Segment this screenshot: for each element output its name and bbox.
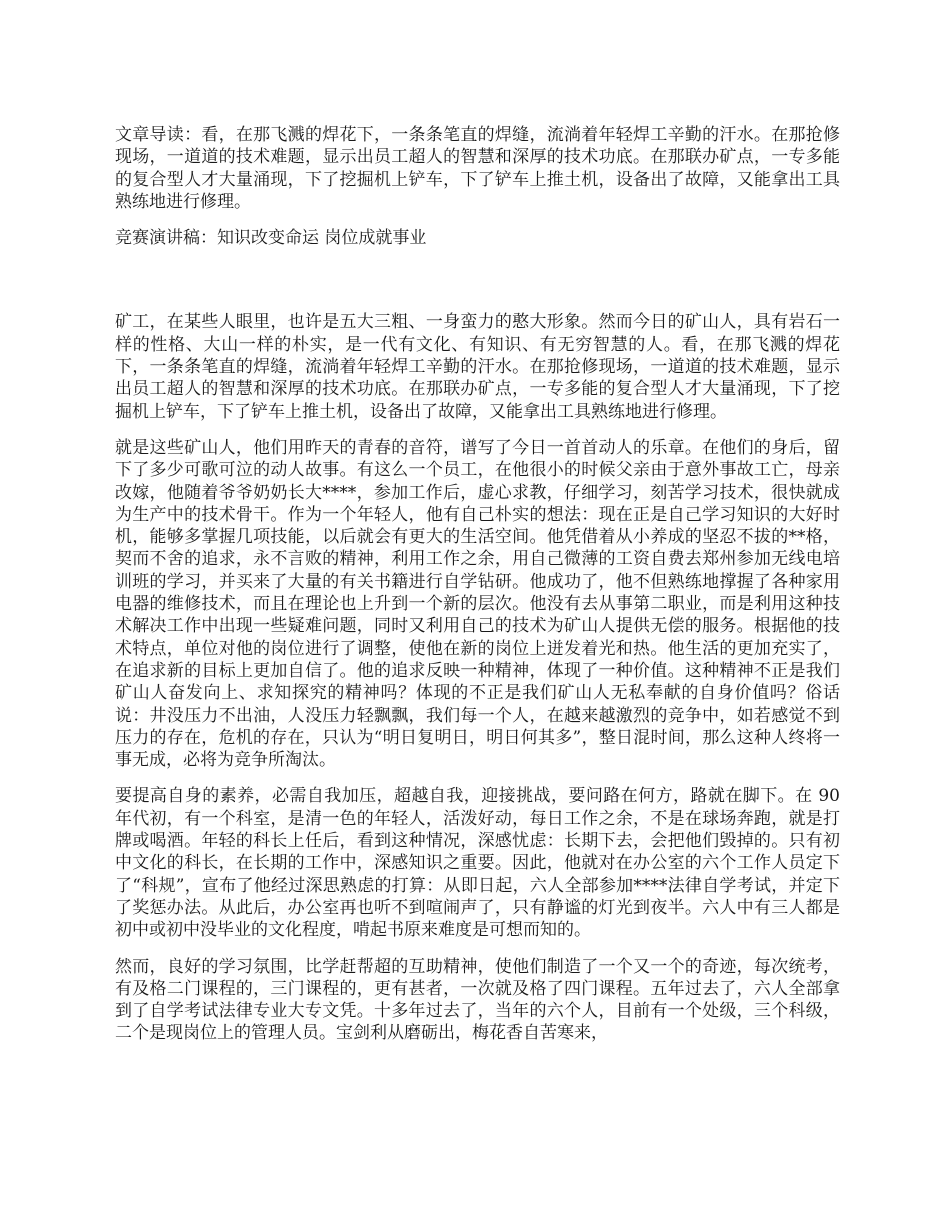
body-paragraph: 矿工，在某些人眼里，也许是五大三粗、一身蛮力的憨大形象。然而今日的矿山人，具有岩石一样的性格、大山一样的朴实，是一代有文化、有知识、有无穷智慧的人。看，在那飞溅的焊花下，一条条笔直的焊缝，流淌着年轻焊工辛勤的汗水。在那抢修现场，一道道的技术难题，显示出员工超人的智慧和深厚的技术功底。在那联办矿点，一专多能的复合型人才大量涌现，下了挖掘机上铲车，下了铲车上推土机，设备出了故障，又能拿出工具熟练地进行修理。 [115,312,840,422]
body-paragraph: 就是这些矿山人，他们用昨天的青春的音符，谱写了今日一首首动人的乐章。在他们的身后，留下了多少可歌可泣的动人故事。有这么一个员工，在他很小的时候父亲由于意外事故工亡，母亲改嫁，他随着爷爷奶奶长大****，参加工作后，虚心求教，仔细学习，刻苦学习技术，很快就成为生产中的技术骨干。作为一个年轻人，他有自己朴实的想法：现在正是自己学习知识的大好时机，能够多掌握几项技能，以后就会有更大的生活空间。他凭借着从小养成的坚忍不拔的**格，契而不舍的追求，永不言败的精神，利用工作之余，用自己微薄的工资自费去郑州参加无线电培训班的学习，并买来了大量的有关书籍进行自学钻研。他成功了，他不但熟练地撑握了各种家用电器的维修技术，而且在理论也上升到一个新的层次。他没有去从事第二职业，而是利用这种技术解决工作中出现一些疑难问题，同时又利用自己的技术为矿山人提供无偿的服务。根据他的技术特点，单位对他的岗位进行了调整，使他在新的岗位上迸发着光和热。他生活的更加充实了，在追求新的目标上更加自信了。他的追求反映一种精神，体现了一种价值。这种精神不正是我们矿山人奋发向上、求知探究的精神吗？体现的不正是我们矿山人无私奉献的自身价值吗？俗话说：井没压力不出油，人没压力轻飘飘，我们每一个人，在越来越激烈的竞争中，如若感觉不到压力的存在，危机的存在，只认为“明日复明日，明日何其多”，整日混时间，那么这种人终将一事无成，必将为竞争所淘汰。 [115,437,840,771]
document-subtitle: 竞赛演讲稿：知识改变命运 岗位成就事业 [115,228,427,249]
body-paragraph: 要提高自身的素养，必需自我加压，超越自我，迎接挑战，要问路在何方，路就在脚下。在 90 年代初，有一个科室，是清一色的年轻人，活泼好动，每日工作之余，不是在球场奔跑，就是打牌或喝酒。年轻的科长上任后，看到这种情况，深感忧虑：长期下去，会把他们毁掉的。只有初中文化的科长，在长期的工作中，深感知识之重要。因此，他就对在办公室的六个工作人员定下了“科规”，宣布了他经过深思熟虑的打算：从即日起，六人全部参加****法律自学考试，并定下了奖惩办法。从此后，办公室再也听不到喧闹声了，只有静谧的灯光到夜半。六人中有三人都是初中或初中没毕业的文化程度，啃起书原来难度是可想而知的。 [115,786,840,941]
intro-paragraph: 文章导读：看，在那飞溅的焊花下，一条条笔直的焊缝，流淌着年轻焊工辛勤的汗水。在那抢修现场，一道道的技术难题，显示出员工超人的智慧和深厚的技术功底。在那联办矿点，一专多能的复合型人才大量涌现，下了挖掘机上铲车，下了铲车上推土机，设备出了故障，又能拿出工具熟练地进行修理。 [115,125,840,212]
document-page [115,124,840,1059]
body-paragraph: 然而，良好的学习氛围，比学赶帮超的互助精神，使他们制造了一个又一个的奇迹，每次统考，有及格二门课程的，三门课程的，更有甚者，一次就及格了四门课程。五年过去了，六人全部拿到了自学考试法律专业大专文凭。十多年过去了，当年的六个人，目前有一个处级，三个科级，二个是现岗位上的管理人员。宝剑利从磨砺出，梅花香自苦寒来， [115,956,840,1044]
